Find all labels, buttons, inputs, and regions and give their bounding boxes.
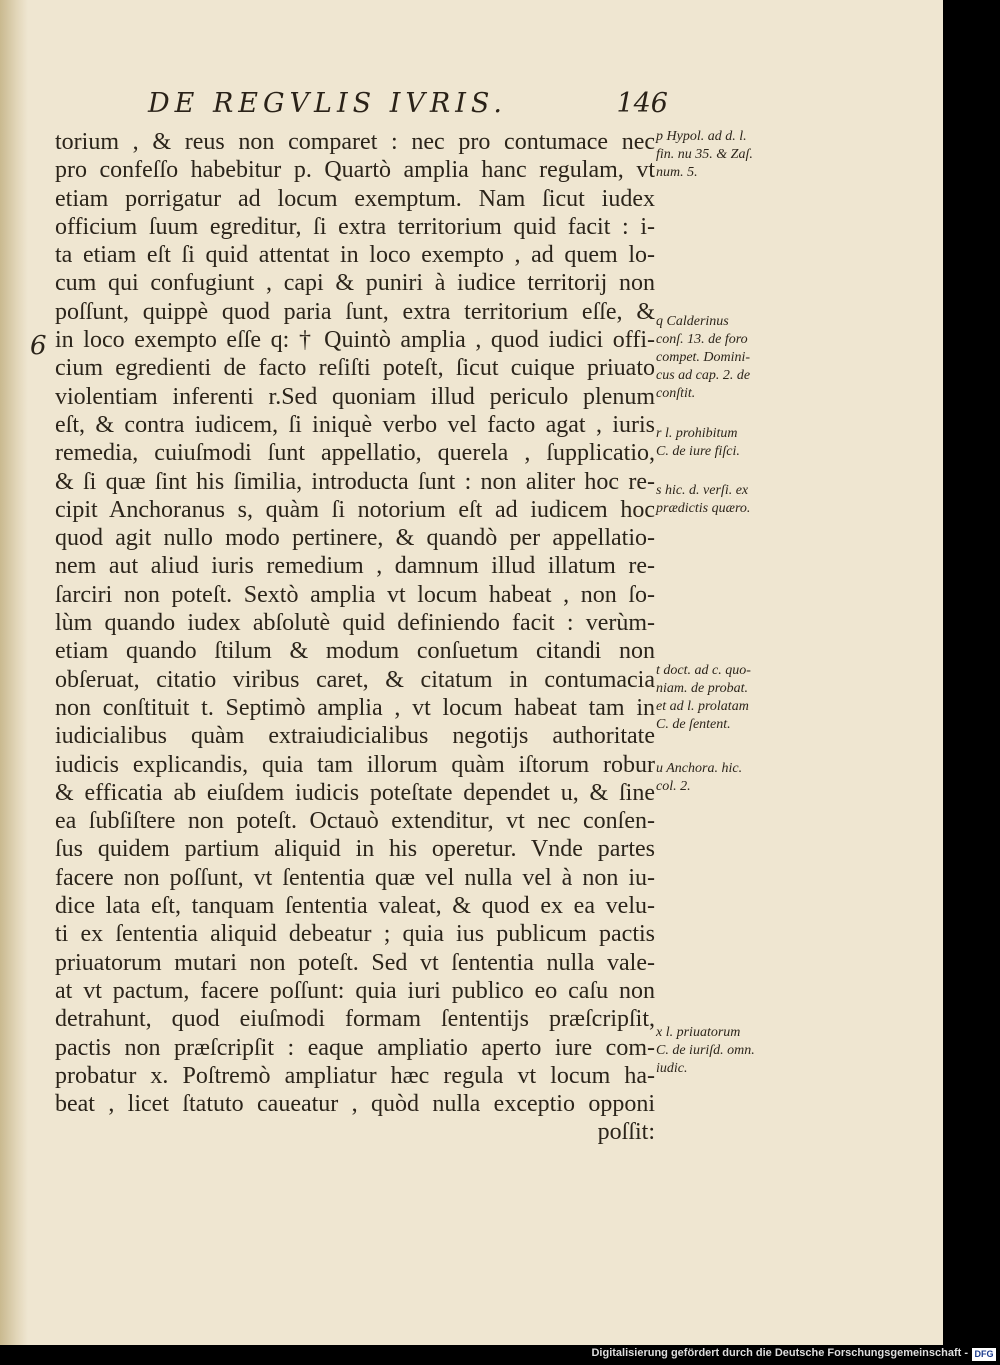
marginal-note bbox=[656, 1024, 755, 1078]
dfg-logo: DFG bbox=[972, 1348, 996, 1361]
note-line: iudic. bbox=[656, 1061, 688, 1076]
text-line: etiam quando ſtilum & modum conſuetum citandi non bbox=[55, 638, 655, 665]
note-line: conſ. 13. de foro bbox=[656, 332, 748, 347]
text-line: dice lata eſt, tanquam ſententia valeat, & quod ex ea velu- bbox=[55, 893, 655, 920]
text-line: remedia, cuiuſmodi ſunt appellatio, querela , ſupplicatio, bbox=[55, 440, 655, 467]
note-line: niam. de probat. bbox=[656, 681, 749, 696]
text-line: facere non poſſunt, vt ſententia quæ vel nulla vel à non iu- bbox=[55, 864, 655, 891]
marginal-note bbox=[656, 482, 750, 518]
marginal-note bbox=[656, 128, 753, 182]
marginal-note bbox=[656, 760, 742, 796]
text-line: detrahunt, quod eiuſmodi formam ſententijs præſcripſit, bbox=[55, 1006, 655, 1033]
text-line: ea ſubſiſtere non poteſt. Octauò extenditur, vt nec conſen- bbox=[55, 808, 655, 835]
text-line: cipit Anchoranus s, quàm ſi notorium eſt ad iudicem hoc bbox=[55, 496, 655, 523]
page-header bbox=[148, 88, 668, 128]
note-line: t doct. ad c. quo- bbox=[656, 663, 751, 678]
text-line: nem aut aliud iuris remedium , damnum illud illatum re- bbox=[55, 553, 655, 580]
text-line: quod agit nullo modo pertinere, & quandò per appellatio- bbox=[55, 525, 655, 552]
text-line: priuatorum mutari non poteſt. Sed vt ſententia nulla vale- bbox=[55, 949, 655, 976]
text-line: ti ex ſententia aliquid debeatur ; quia ius publicum pactis bbox=[55, 921, 655, 948]
note-line: C. de iure fiſci. bbox=[656, 444, 740, 459]
text-line: pactis non præſcripſit : eaque ampliatio aperto iure com- bbox=[55, 1034, 655, 1061]
note-line: x l. priuatorum bbox=[656, 1025, 741, 1040]
text-line: poſſit: bbox=[597, 1119, 655, 1146]
note-line: cus ad cap. 2. de bbox=[656, 368, 751, 383]
note-line: compet. Domini- bbox=[656, 350, 751, 365]
text-line: poſſunt, quippè quod paria ſunt, extra territorium eſſe, & bbox=[55, 298, 655, 325]
note-line: col. 2. bbox=[656, 779, 691, 794]
note-line: u Anchora. hic. bbox=[656, 761, 743, 776]
text-line: ſarciri non poteſt. Sextò amplia vt locum habeat , non ſo- bbox=[55, 581, 655, 608]
marginal-note bbox=[656, 313, 750, 403]
text-line: lùm quando iudex abſolutè quid definiendo facit : verùm- bbox=[55, 610, 655, 637]
footer-credit: Digitalisierung gefördert durch die Deutsche Forschungsgemeinschaft - bbox=[591, 1347, 968, 1359]
text-line: at vt pactum, facere poſſunt: quia iuri publico eo caſu non bbox=[55, 977, 655, 1004]
note-line: p Hypol. ad d. l. bbox=[656, 129, 747, 144]
note-line: q Calderinus bbox=[656, 314, 729, 329]
text-line: iudicis explicandis, quia tam illorum quàm iſtorum robur bbox=[55, 751, 655, 778]
text-line: cum qui confugiunt , capi & puniri à iudice territorij non bbox=[55, 270, 655, 297]
text-line: ta etiam eſt ſi quid attentat in loco exempto , ad quem lo- bbox=[55, 242, 655, 269]
text-line: ſus quidem partium aliquid in his operetur. Vnde partes bbox=[55, 836, 655, 863]
text-line: in loco exempto eſſe q: † Quintò amplia , quod iudici offi- bbox=[55, 327, 655, 354]
text-line: violentiam inferenti r.Sed quoniam illud periculo plenum bbox=[55, 383, 655, 410]
note-line: r l. prohibitum bbox=[656, 426, 738, 441]
text-line: officium ſuum egreditur, ſi extra territorium quid facit : i- bbox=[55, 213, 655, 240]
text-line: & efficatia ab eiuſdem iudicis poteſtate dependet u, & ſine bbox=[55, 779, 655, 806]
page-number: 146 bbox=[616, 88, 668, 119]
note-line: num. 5. bbox=[656, 165, 698, 180]
note-line: C. de iuriſd. omn. bbox=[656, 1043, 755, 1058]
text-line: & ſi quæ ſint his ſimilia, introducta ſunt : non aliter hoc re- bbox=[55, 468, 655, 495]
note-line: fin. nu 35. & Zaſ. bbox=[656, 147, 753, 162]
text-line: cium egredienti de facto reſiſti poteſt, ſicut cuique priuato bbox=[55, 355, 655, 382]
marginal-note bbox=[656, 662, 751, 734]
paragraph-marker: 6 bbox=[30, 331, 47, 361]
note-line: et ad l. prolatam bbox=[656, 699, 749, 714]
running-title: DE REGVLIS IVRIS. bbox=[148, 88, 507, 119]
body-text bbox=[55, 128, 655, 1147]
text-line: beat , licet ſtatuto caueatur , quòd nulla exceptio opponi bbox=[55, 1091, 655, 1118]
text-line: etiam porrigatur ad locum exemptum. Nam ſicut iudex bbox=[55, 185, 655, 212]
note-line: C. de ſentent. bbox=[656, 717, 731, 732]
text-line: non conſtituit t. Septimò amplia , vt locum habeat tam in bbox=[55, 694, 655, 721]
marginal-note bbox=[656, 425, 740, 461]
text-line: eſt, & contra iudicem, ſi iniquè verbo vel facto agat , iuris bbox=[55, 411, 655, 438]
text-line: obſeruat, citatio viribus caret, & citatum in contumacia bbox=[55, 666, 655, 693]
text-line: torium , & reus non comparet : nec pro contumace nec bbox=[55, 129, 655, 155]
text-line: pro confeſſo habebitur p. Quartò amplia hanc regulam, vt bbox=[55, 157, 655, 184]
note-line: s hic. d. verſi. ex bbox=[656, 483, 749, 498]
text-line: probatur x. Poſtremò ampliatur hæc regula vt locum ha- bbox=[55, 1062, 655, 1089]
note-line: prædictis quæro. bbox=[656, 501, 751, 516]
text-line: iudicialibus quàm extraiudicialibus negotijs authoritate bbox=[55, 723, 655, 750]
note-line: conſtit. bbox=[656, 386, 696, 401]
footer-bar bbox=[0, 1345, 1000, 1365]
